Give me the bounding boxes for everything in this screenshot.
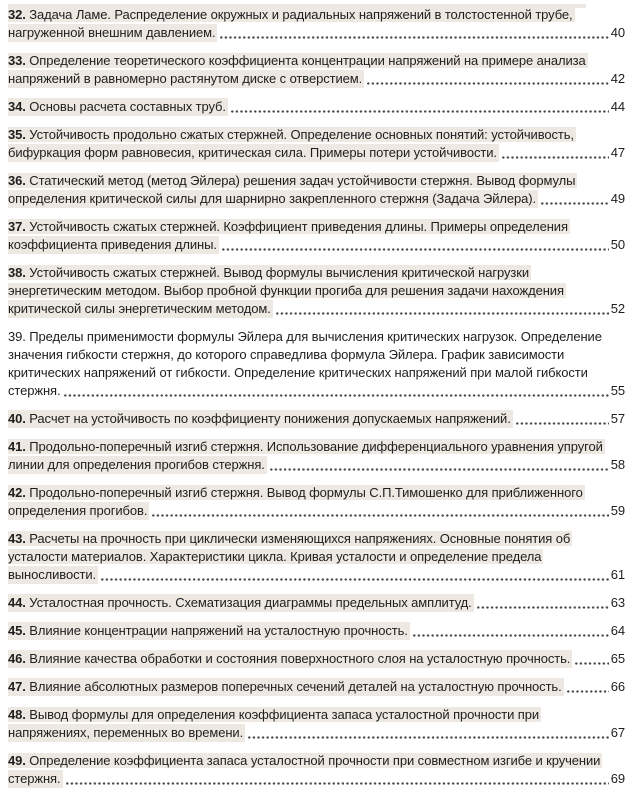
dot-leader (575, 662, 608, 665)
toc-entry-line (8, 484, 625, 502)
toc-entry-text: 48. Вывод формулы для определения коэффициента запаса усталостной прочности при (8, 707, 540, 722)
dot-leader (413, 634, 609, 637)
toc-entry-text: 43. Расчеты на прочность при циклически изменяющихся напряжениях. Основные понятия об (8, 531, 571, 546)
toc-entry-text: 35. Устойчивость продольно сжатых стержней. Определение основных понятий: устойчивость, (8, 127, 574, 142)
toc-entry-line (8, 566, 625, 584)
toc-entry[interactable] (8, 622, 625, 640)
toc-entry-text: стержня. (8, 383, 61, 398)
page-number: 49 (610, 191, 625, 206)
toc-entry[interactable] (8, 438, 625, 474)
toc-entry[interactable] (8, 218, 625, 254)
toc-entry-text: стержня. (8, 771, 61, 786)
page-number: 52 (610, 301, 625, 316)
toc-entry[interactable] (8, 752, 625, 788)
dot-leader (541, 202, 609, 205)
page-number: 64 (610, 623, 625, 638)
toc-entry-text: 39. Пределы применимости формулы Эйлера для вычисления критических нагрузок. Определение (8, 329, 602, 344)
toc-entry[interactable] (8, 530, 625, 584)
toc-entry-line (8, 770, 625, 788)
toc-entry-number: 47. (8, 679, 26, 694)
toc-entry-number: 32. (8, 7, 26, 22)
page-number: 61 (610, 567, 625, 582)
toc-entry-line (8, 52, 625, 70)
toc-entry-line (8, 190, 625, 208)
page-number: 58 (610, 457, 625, 472)
toc-entry-number: 48. (8, 707, 26, 722)
toc-entry-number: 40. (8, 411, 26, 426)
toc-entry-line (8, 752, 625, 770)
toc-entry-line (8, 410, 625, 428)
toc-entry-line (8, 622, 625, 640)
toc-entry-line (8, 126, 625, 144)
toc-entry-text: бифуркация форм равновесия, критическая сила. Примеры потери устойчивости. (8, 145, 497, 160)
dot-leader (66, 782, 609, 785)
dot-leader (152, 514, 608, 517)
toc-entry-number: 33. (8, 53, 26, 68)
toc-entry-line (8, 530, 625, 548)
toc-entry[interactable] (8, 328, 625, 400)
toc-entry-text: 34. Основы расчета составных труб. (8, 99, 226, 114)
toc-entry-text: напряжений в равномерно растянутом диске с отверстием. (8, 71, 363, 86)
toc-entry[interactable] (8, 650, 625, 668)
toc-entry-text: 40. Расчет на устойчивость по коэффициенту понижения допускаемых напряжений. (8, 411, 511, 426)
page-number: 44 (610, 99, 625, 114)
toc-entry[interactable] (8, 484, 625, 520)
page-number: 47 (610, 145, 625, 160)
toc-entry[interactable] (8, 706, 625, 742)
toc-entry-line (8, 328, 625, 346)
page-number: 66 (610, 679, 625, 694)
toc-entry-line (8, 264, 625, 282)
toc-entry-text: коэффициента приведения длины. (8, 237, 217, 252)
dot-leader (248, 736, 609, 739)
page-number: 50 (610, 237, 625, 252)
toc-entry-text: 33. Определение теоретического коэффициента концентрации напряжений на примере анализа (8, 53, 586, 68)
toc-entry-number: 41. (8, 439, 26, 454)
toc-entry-text: выносливости. (8, 567, 97, 582)
page-number: 65 (610, 651, 625, 666)
page-number: 63 (610, 595, 625, 610)
toc-entry-number: 38. (8, 265, 26, 280)
page-number: 57 (610, 411, 625, 426)
toc-entry-text: определения критической силы для шарнирно закрепленного стержня (Задача Эйлера). (8, 191, 537, 206)
toc-entry-line (8, 594, 625, 612)
toc-entry-line (8, 172, 625, 190)
dot-leader (367, 82, 609, 85)
dot-leader (270, 468, 609, 471)
toc-entry[interactable] (8, 410, 625, 428)
toc-entry-line (8, 678, 625, 696)
toc-entry-text: 38. Устойчивость сжатых стержней. Вывод формулы вычисления критической нагрузки (8, 265, 529, 280)
toc-entry-line (8, 364, 625, 382)
toc-entry-line (8, 282, 625, 300)
toc-entry-line (8, 236, 625, 254)
toc-entry-line (8, 456, 625, 474)
dot-leader (220, 36, 608, 39)
toc-entry-number: 39. (8, 329, 26, 344)
toc-entry-line (8, 218, 625, 236)
toc-entry[interactable] (8, 172, 625, 208)
toc-entry-text: 49. Определение коэффициента запаса усталостной прочности при совместном изгибе и кручении (8, 753, 601, 768)
dot-leader (516, 422, 609, 425)
toc-entry-text: 44. Усталостная прочность. Схематизация диаграммы предельных амплитуд. (8, 595, 472, 610)
toc-entry[interactable] (8, 678, 625, 696)
toc-entry-text: 36. Статический метод (метод Эйлера) решения задач устойчивости стержня. Вывод формулы (8, 173, 576, 188)
toc-entry-number: 45. (8, 623, 26, 638)
toc-entry-line (8, 502, 625, 520)
toc-entry-line (8, 548, 625, 566)
toc-entry[interactable] (8, 6, 625, 42)
toc-entry-text: 37. Устойчивость сжатых стержней. Коэффициент приведения длины. Примеры определения (8, 219, 568, 234)
page-number: 67 (610, 725, 625, 740)
toc-entry-number: 35. (8, 127, 26, 142)
dot-leader (567, 690, 609, 693)
toc-entry-line (8, 706, 625, 724)
toc-entry-text: 46. Влияние качества обработки и состояния поверхностного слоя на усталостную прочность. (8, 651, 571, 666)
toc-entry-line (8, 346, 625, 364)
toc-entry-line (8, 650, 625, 668)
toc-entry[interactable] (8, 98, 625, 116)
dot-leader (477, 606, 609, 609)
toc-entry-number: 43. (8, 531, 26, 546)
toc-entry-line (8, 144, 625, 162)
toc-entry-number: 44. (8, 595, 26, 610)
toc-entry-text: 47. Влияние абсолютных размеров поперечных сечений деталей на усталостную прочность. (8, 679, 562, 694)
toc-entry-text: значения гибкости стержня, до которого справедлива формула Эйлера. График зависимости (8, 347, 565, 362)
toc-entry[interactable] (8, 52, 625, 88)
toc-entry[interactable] (8, 264, 625, 318)
toc-entry-line (8, 724, 625, 742)
page-number: 40 (610, 25, 625, 40)
toc-entry-text: нагруженной внешним давлением. (8, 25, 216, 40)
toc-entry-number: 42. (8, 485, 26, 500)
toc-entry-line (8, 24, 625, 42)
dot-leader (222, 248, 609, 251)
page-number: 59 (610, 503, 625, 518)
toc-entry-text: напряжениях, переменных во времени. (8, 725, 244, 740)
table-of-contents (8, 6, 625, 798)
toc-entry[interactable] (8, 594, 625, 612)
toc-entry-text: энергетическим методом. Выбор пробной функции прогиба для решения задачи нахождения (8, 283, 564, 298)
dot-leader (64, 394, 609, 397)
toc-entry-line (8, 438, 625, 456)
dot-leader (276, 312, 609, 315)
page-number: 42 (610, 71, 625, 86)
page-number: 69 (610, 771, 625, 786)
toc-entry-text: критической силы энергетическим методом. (8, 301, 271, 316)
toc-entry-number: 46. (8, 651, 26, 666)
toc-entry-text: 45. Влияние концентрации напряжений на усталостную прочность. (8, 623, 408, 638)
toc-entry[interactable] (8, 126, 625, 162)
toc-entry-text: 41. Продольно-поперечный изгиб стержня. Использование дифференциального уравнения упругой (8, 439, 603, 454)
toc-entry-number: 36. (8, 173, 26, 188)
toc-entry-text: 32. Задача Ламе. Распределение окружных и радиальных напряжений в толстостенной трубе, (8, 7, 573, 22)
toc-entry-number: 37. (8, 219, 26, 234)
dot-leader (101, 578, 609, 581)
toc-entry-line (8, 382, 625, 400)
dot-leader (231, 110, 609, 113)
toc-entry-number: 34. (8, 99, 26, 114)
toc-entry-line (8, 70, 625, 88)
toc-entry-text: усталости материалов. Характеристики цикла. Кривая усталости и определение предела (8, 549, 542, 564)
page-number: 55 (610, 383, 625, 398)
toc-entry-text: 42. Продольно-поперечный изгиб стержня. Вывод формулы С.П.Тимошенко для приближенного (8, 485, 583, 500)
toc-entry-line (8, 98, 625, 116)
toc-entry-text: определения прогибов. (8, 503, 148, 518)
toc-entry-text: линии для определения прогибов стержня. (8, 457, 265, 472)
toc-entry-number: 49. (8, 753, 26, 768)
dot-leader (502, 156, 609, 159)
toc-entry-line (8, 6, 625, 24)
toc-entry-line (8, 300, 625, 318)
toc-entry-text: критических напряжений от гибкости. Определение критических напряжений при малой гибкости (8, 365, 588, 380)
